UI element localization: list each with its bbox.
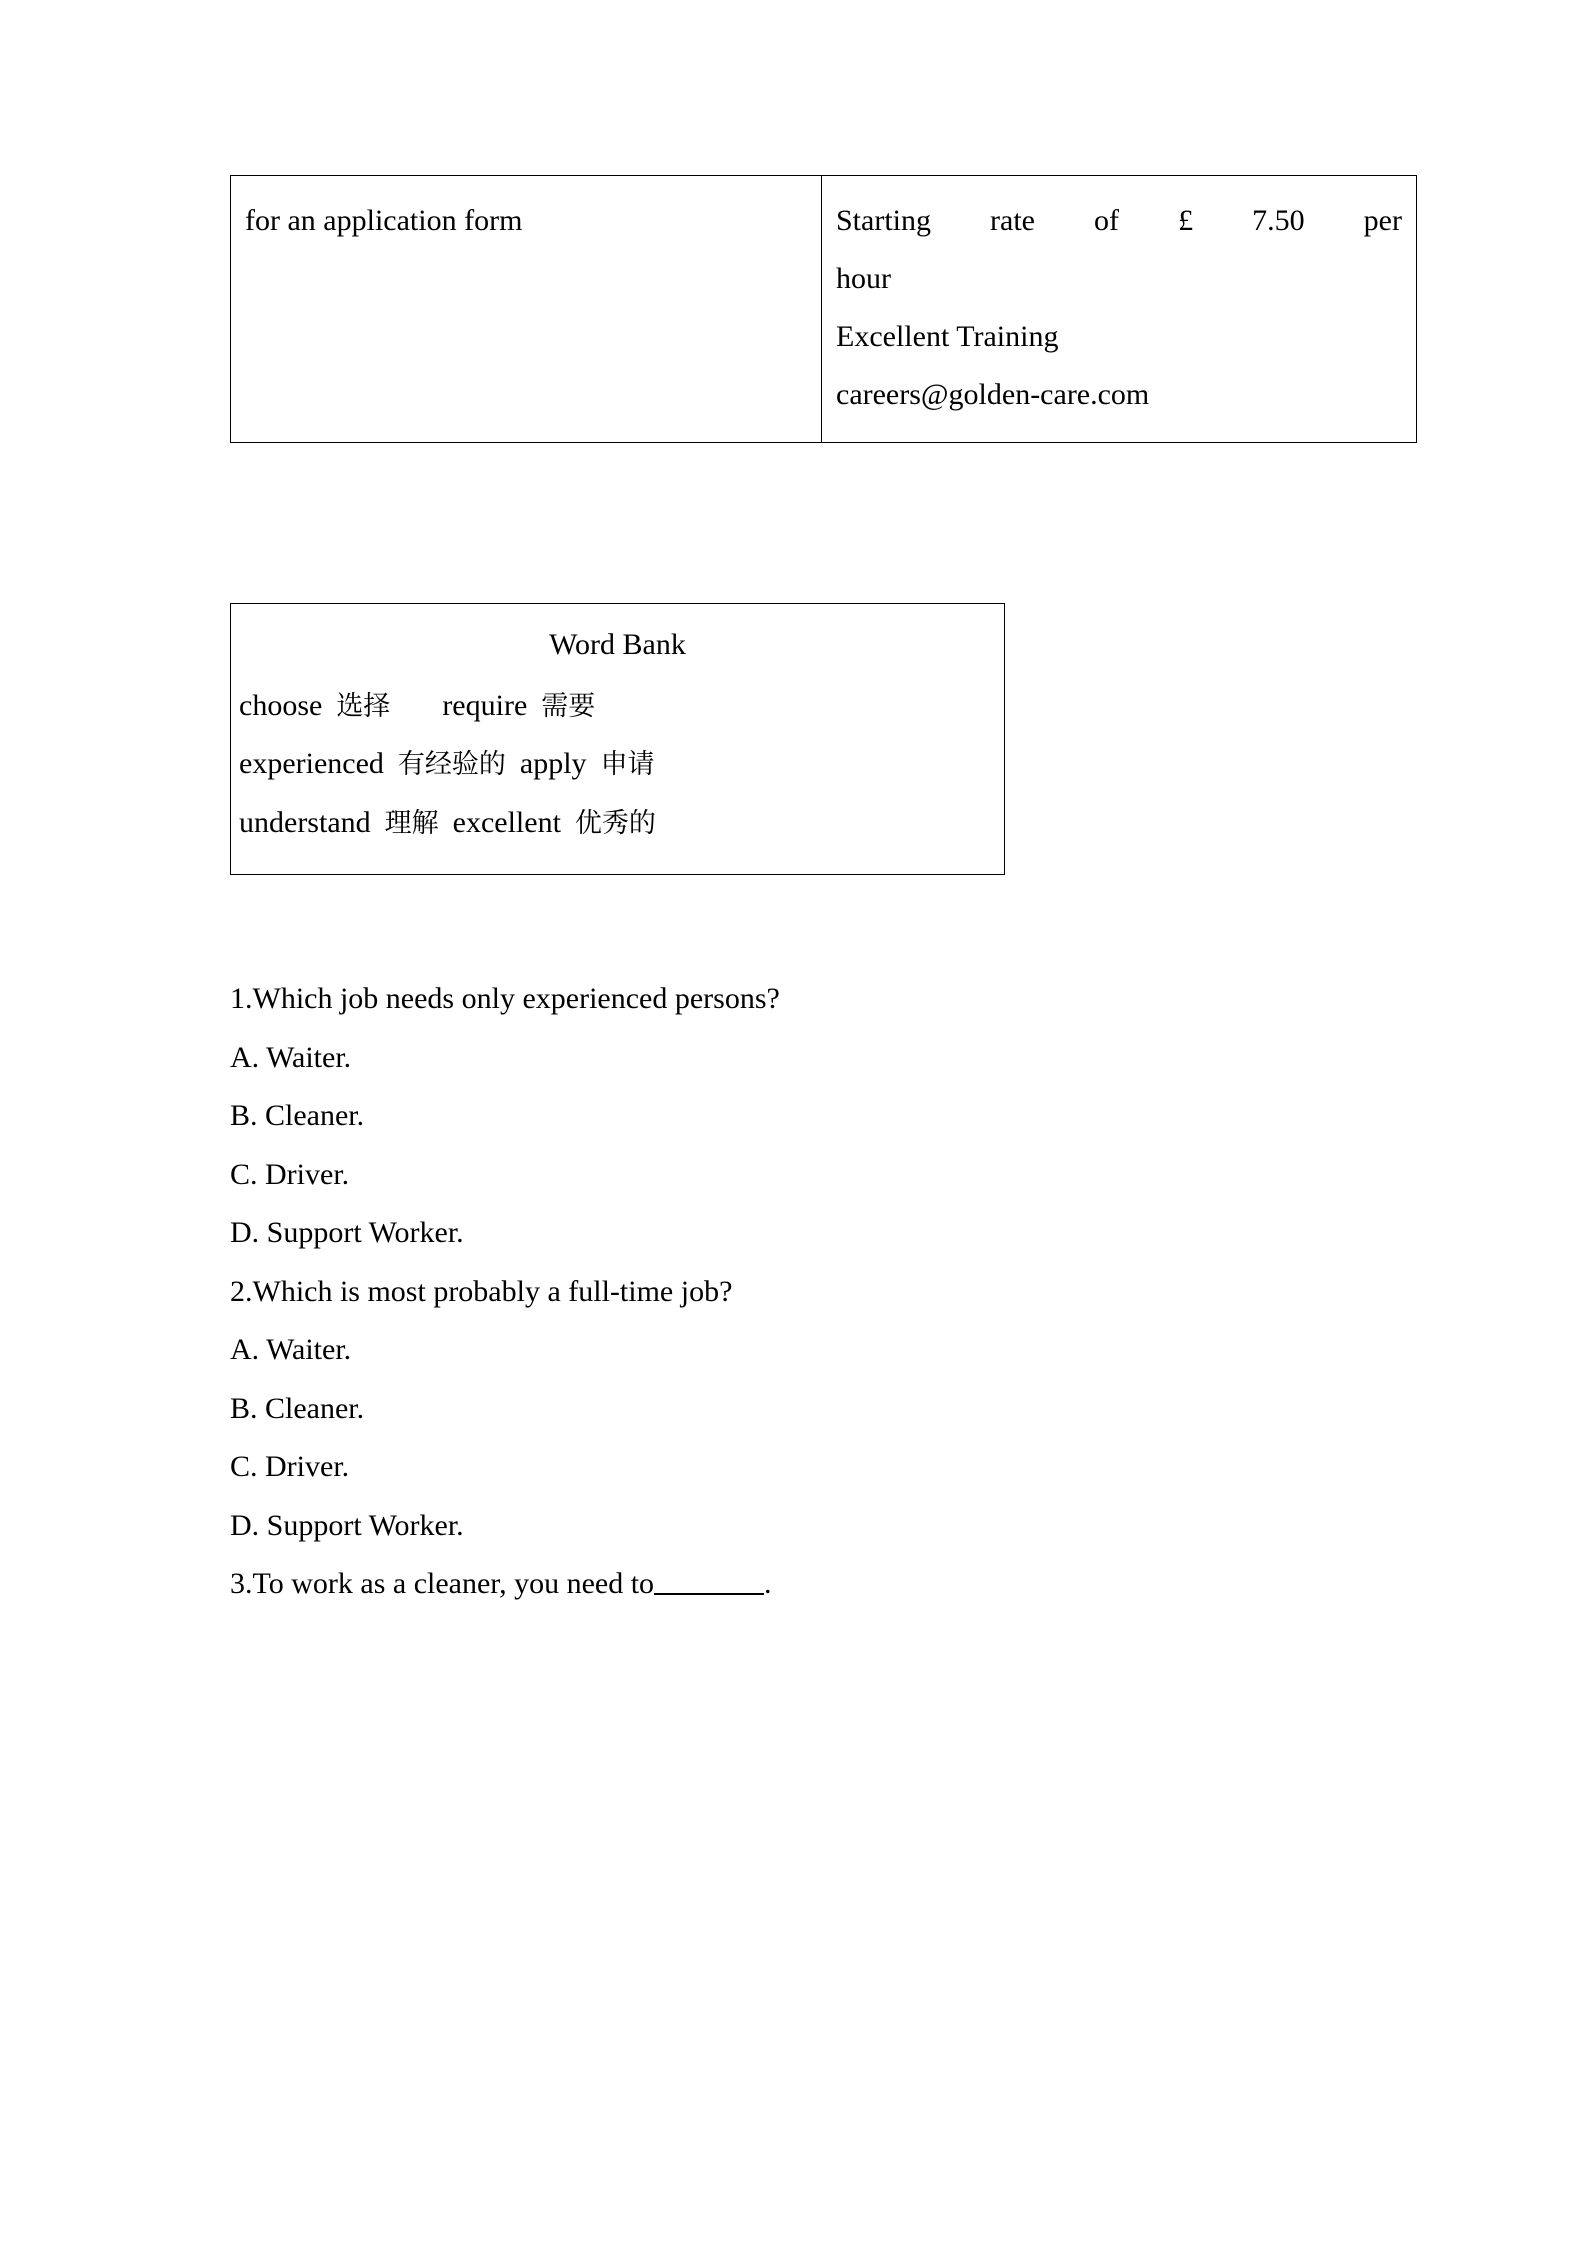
question-3-text-after: . — [764, 1567, 772, 1601]
word-excellent-en: excellent — [452, 805, 561, 839]
word-bank-line-2 — [231, 735, 1004, 794]
job-advert-table — [230, 175, 1417, 443]
word-bank-title: Word Bank — [549, 627, 686, 661]
word-experienced-en: experienced — [239, 747, 384, 781]
question-1-option-a: A. Waiter. — [230, 1040, 352, 1074]
table-row — [231, 176, 1417, 443]
question-2-option-b: B. Cleaner. — [230, 1391, 365, 1425]
question-2-stem: 2.Which is most probably a full-time job? — [230, 1274, 733, 1308]
word-understand-cn: 理解 — [384, 807, 439, 839]
word-experienced-cn: 有经验的 — [397, 749, 506, 781]
question-3-stem — [230, 1555, 1357, 1614]
question-2-option-c: C. Driver. — [230, 1450, 350, 1484]
table-cell-left — [231, 176, 822, 443]
question-1-option-c: C. Driver. — [230, 1157, 350, 1191]
word-require-en: require — [442, 688, 528, 722]
word-require-cn: 需要 — [541, 690, 596, 722]
question-1-option-d: D. Support Worker. — [230, 1216, 464, 1250]
excellent-training-line: Excellent Training — [836, 319, 1059, 353]
question-1-stem: 1.Which job needs only experienced persons? — [230, 982, 780, 1016]
question-2-option-d: D. Support Worker. — [230, 1508, 464, 1542]
word-bank-line-3 — [231, 794, 1004, 853]
word-choose-en: choose — [239, 688, 323, 722]
rate-word-of: of — [1094, 204, 1120, 237]
rate-word-currency: £ — [1178, 204, 1194, 237]
word-choose-cn: 选择 — [336, 690, 391, 722]
question-2-option-a: A. Waiter. — [230, 1333, 352, 1367]
contact-email-line: careers@golden-care.com — [836, 377, 1150, 411]
word-excellent-cn: 优秀的 — [574, 807, 656, 839]
application-form-text: for an application form — [245, 204, 523, 237]
rate-word-per: per — [1363, 204, 1402, 237]
word-bank-line-1 — [231, 677, 1004, 736]
questions-section — [230, 970, 1357, 1614]
rate-line-hour: hour — [836, 261, 891, 295]
table-cell-right — [822, 176, 1417, 443]
word-apply-cn: 申请 — [600, 749, 655, 781]
question-3-text-before: 3.To work as a cleaner, you need to — [230, 1567, 655, 1601]
answer-blank — [654, 1571, 764, 1595]
rate-word-rate: rate — [990, 204, 1035, 237]
word-apply-en: apply — [519, 747, 587, 781]
word-bank-box — [230, 603, 1005, 876]
starting-rate-line — [836, 192, 1402, 250]
question-1-option-b: B. Cleaner. — [230, 1099, 365, 1133]
rate-word-amount: 7.50 — [1252, 204, 1305, 237]
rate-word-starting: Starting — [836, 204, 931, 237]
word-understand-en: understand — [239, 805, 371, 839]
